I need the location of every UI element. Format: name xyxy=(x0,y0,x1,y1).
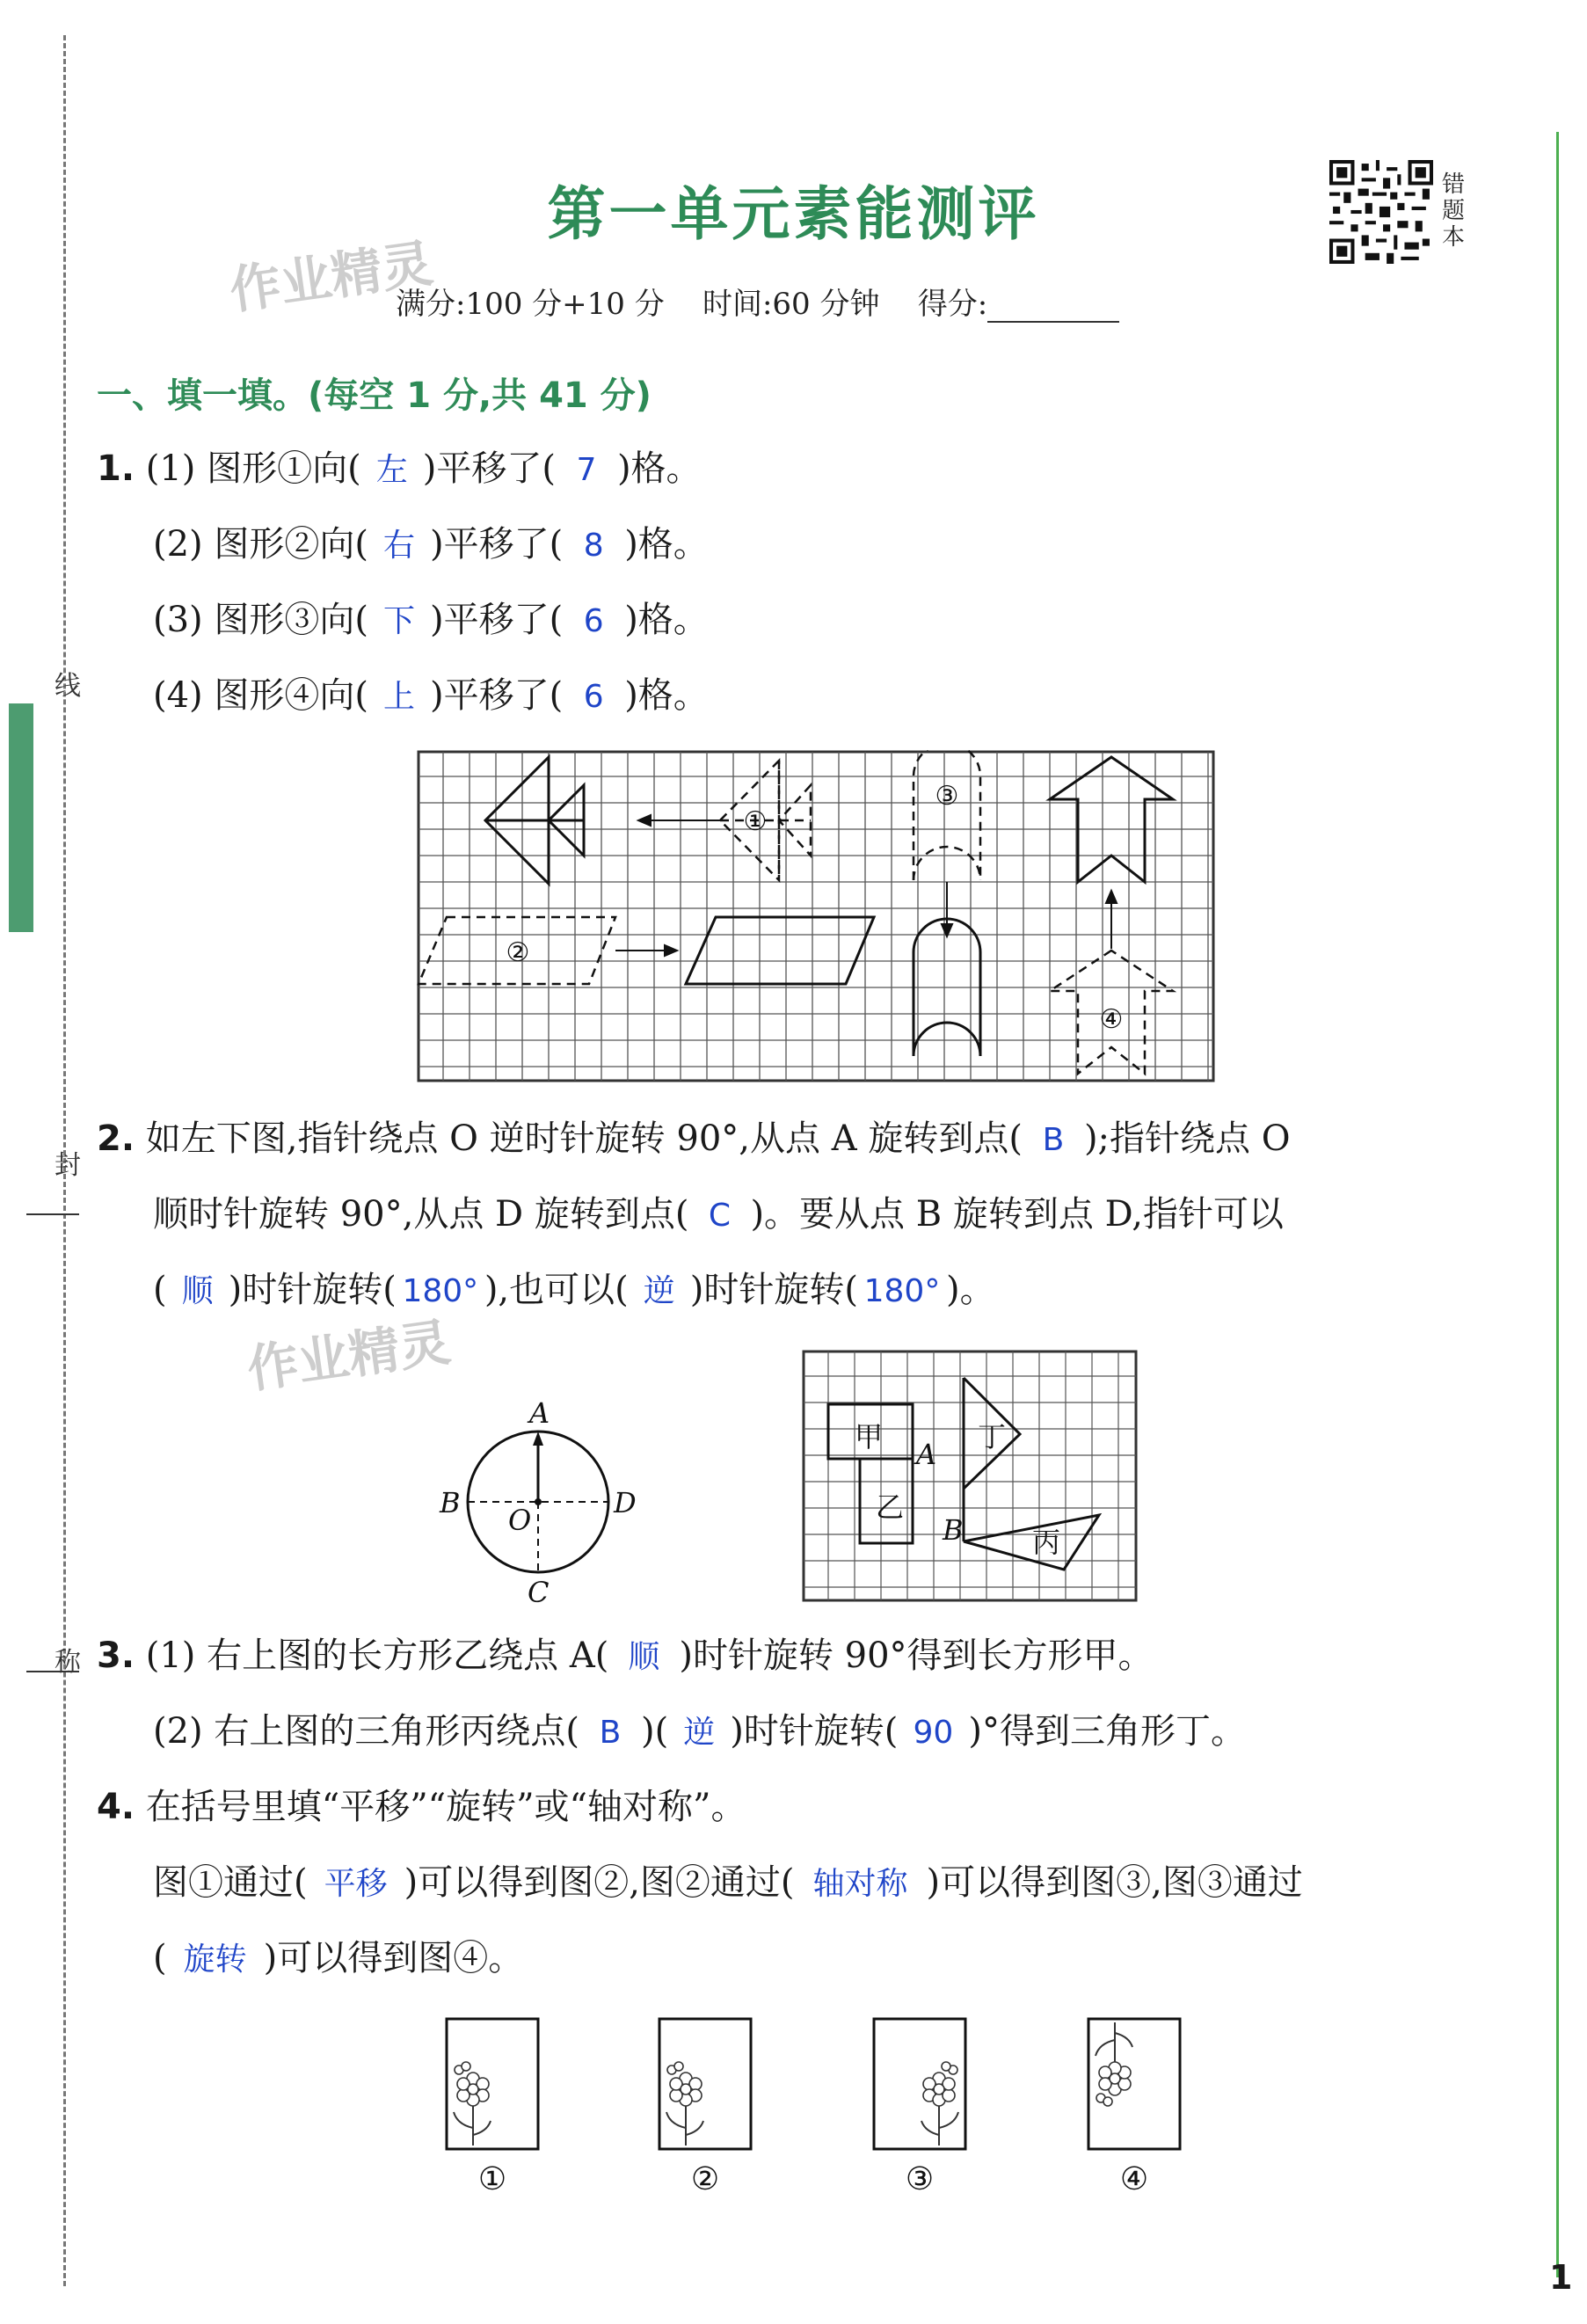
q2-text: 如左下图,指针绕点 O 逆时针旋转 90°,从点 A 旋转到点( xyxy=(145,1118,1023,1159)
q1-text: )格。 xyxy=(616,448,702,489)
answer-blank[interactable]: 逆 xyxy=(643,1273,675,1309)
full-score: 满分:100 分+10 分 xyxy=(396,287,665,322)
point-o-label: O xyxy=(508,1504,532,1537)
question-number: 2. xyxy=(97,1118,135,1159)
card-label-1: ① xyxy=(477,2161,507,2197)
card-label-3: ③ xyxy=(905,2161,935,2197)
q4-text: 图①通过( xyxy=(153,1862,308,1903)
answer-blank[interactable]: 顺 xyxy=(628,1639,660,1675)
time-limit: 时间:60 分钟 xyxy=(702,287,880,322)
answer-blank[interactable]: 下 xyxy=(382,603,415,639)
q3-line-2 xyxy=(153,1709,1246,1755)
answer-blank[interactable]: 轴对称 xyxy=(812,1866,908,1902)
point-b-label: B xyxy=(943,1513,964,1547)
page-title: 第一单元素能测评 xyxy=(547,180,1040,248)
watermark: 作业精灵 xyxy=(244,1312,455,1400)
point-a-label: A xyxy=(529,1398,550,1430)
q4-line-1 xyxy=(97,1785,746,1829)
q3-text: )时针旋转( xyxy=(730,1711,899,1752)
qr-code-icon[interactable] xyxy=(1329,160,1433,264)
q1-row-4 xyxy=(153,674,709,719)
answer-blank[interactable]: 180° xyxy=(402,1273,479,1309)
q4-line-2 xyxy=(153,1861,1303,1906)
q2-line-1 xyxy=(97,1117,1291,1162)
q2-text: ),也可以( xyxy=(484,1270,629,1310)
answer-blank[interactable]: B xyxy=(599,1715,622,1751)
q1-text: )格。 xyxy=(624,600,709,640)
q1-text: (1) 图形①向( xyxy=(145,448,361,489)
answer-blank[interactable]: B xyxy=(1042,1122,1065,1158)
side-label-name: 称 xyxy=(55,1647,81,1678)
q2-text: )时针旋转( xyxy=(228,1270,397,1310)
q2-text: );指针绕点 O xyxy=(1083,1118,1291,1159)
score-label: 得分: xyxy=(917,287,988,322)
q1-text: )平移了( xyxy=(422,448,556,489)
shape-yi-label: 乙 xyxy=(876,1490,905,1524)
q1-text: )平移了( xyxy=(429,600,564,640)
answer-blank[interactable]: 7 xyxy=(576,452,597,488)
q3-text: (2) 右上图的三角形丙绕点( xyxy=(153,1711,579,1752)
page-number: 1 xyxy=(1549,2258,1573,2297)
answer-blank[interactable]: 6 xyxy=(583,679,604,715)
answer-blank[interactable]: 逆 xyxy=(683,1715,716,1751)
question-number: 1. xyxy=(97,448,135,489)
q4-text: ( xyxy=(153,1938,167,1978)
q3-line-1 xyxy=(97,1634,1154,1679)
fig-label-1: ① xyxy=(743,806,768,837)
answer-blank[interactable]: 180° xyxy=(863,1273,941,1309)
q4-line-3 xyxy=(153,1936,523,1982)
q2-line-3 xyxy=(153,1268,995,1314)
q4-text: 在括号里填“平移”“旋转”或“轴对称”。 xyxy=(145,1787,746,1827)
q2-text: ( xyxy=(153,1270,167,1310)
answer-blank[interactable]: 右 xyxy=(382,528,415,564)
point-c-label: C xyxy=(528,1576,550,1609)
question-number: 3. xyxy=(97,1636,135,1676)
q1-text: )平移了( xyxy=(429,524,564,565)
answer-blank[interactable]: C xyxy=(708,1198,731,1234)
shape-ding-label: 丁 xyxy=(978,1420,1007,1453)
clock-pointer-figure xyxy=(431,1398,651,1609)
flower-cards-figure xyxy=(440,2014,1196,2207)
right-margin-line xyxy=(1556,132,1559,2277)
point-b-label: B xyxy=(440,1486,461,1519)
q1-row-1 xyxy=(97,447,702,492)
watermark: 作业精灵 xyxy=(226,233,437,321)
q2-text: )。 xyxy=(945,1270,995,1310)
q2-text: )。要从点 B 旋转到点 D,指针可以 xyxy=(750,1194,1284,1235)
q3-text: )( xyxy=(640,1711,669,1752)
q1-text: )格。 xyxy=(624,524,709,565)
point-d-label: D xyxy=(614,1486,637,1519)
answer-blank[interactable]: 左 xyxy=(375,452,408,488)
q1-row-2 xyxy=(153,522,709,568)
question-number: 4. xyxy=(97,1787,135,1827)
answer-blank[interactable]: 平移 xyxy=(324,1866,388,1902)
fig-label-3: ③ xyxy=(935,781,959,812)
q3-text: (1) 右上图的长方形乙绕点 A( xyxy=(145,1636,609,1676)
side-label-line: 线 xyxy=(55,671,81,702)
q1-text: (4) 图形④向( xyxy=(153,675,368,716)
q2-text: )时针旋转( xyxy=(689,1270,858,1310)
answer-blank[interactable]: 6 xyxy=(583,603,604,639)
point-a-label: A xyxy=(916,1438,937,1471)
score-blank[interactable] xyxy=(987,293,1119,323)
side-blank-line xyxy=(26,1671,79,1672)
shape-jia-label: 甲 xyxy=(855,1420,884,1453)
qr-label: 错题本 xyxy=(1442,171,1466,251)
side-green-tab xyxy=(9,703,33,932)
q4-text: )可以得到图③,图③通过 xyxy=(926,1862,1303,1903)
q2-text: 顺时针旋转 90°,从点 D 旋转到点( xyxy=(153,1194,689,1235)
answer-blank[interactable]: 90 xyxy=(913,1715,954,1751)
rotation-grid-figure xyxy=(802,1350,1138,1602)
translation-grid-figure xyxy=(417,750,1215,1082)
q3-text: )时针旋转 90°得到长方形甲。 xyxy=(679,1636,1154,1676)
card-label-4: ④ xyxy=(1119,2161,1149,2197)
q1-row-3 xyxy=(153,598,709,644)
q4-text: )可以得到图④。 xyxy=(263,1938,524,1978)
q1-text: (3) 图形③向( xyxy=(153,600,368,640)
q4-text: )可以得到图②,图②通过( xyxy=(404,1862,795,1903)
q2-line-2 xyxy=(153,1192,1284,1238)
card-label-2: ② xyxy=(690,2161,720,2197)
fig-label-2: ② xyxy=(506,937,530,968)
q3-text: )°得到三角形丁。 xyxy=(968,1711,1247,1752)
side-blank-line xyxy=(26,1213,79,1215)
fig-label-4: ④ xyxy=(1099,1004,1124,1035)
q1-text: (2) 图形②向( xyxy=(153,524,368,565)
answer-blank[interactable]: 8 xyxy=(583,528,604,564)
shape-bing-label: 丙 xyxy=(1032,1526,1061,1559)
answer-blank[interactable]: 顺 xyxy=(181,1273,214,1309)
answer-blank[interactable]: 旋转 xyxy=(183,1942,247,1978)
section-heading: 一、填一填。(每空 1 分,共 41 分) xyxy=(97,375,652,416)
q1-text: )平移了( xyxy=(429,675,564,716)
q1-text: )格。 xyxy=(624,675,709,716)
side-label-seal: 封 xyxy=(55,1150,81,1181)
answer-blank[interactable]: 上 xyxy=(382,679,415,715)
exam-meta xyxy=(396,280,1119,323)
